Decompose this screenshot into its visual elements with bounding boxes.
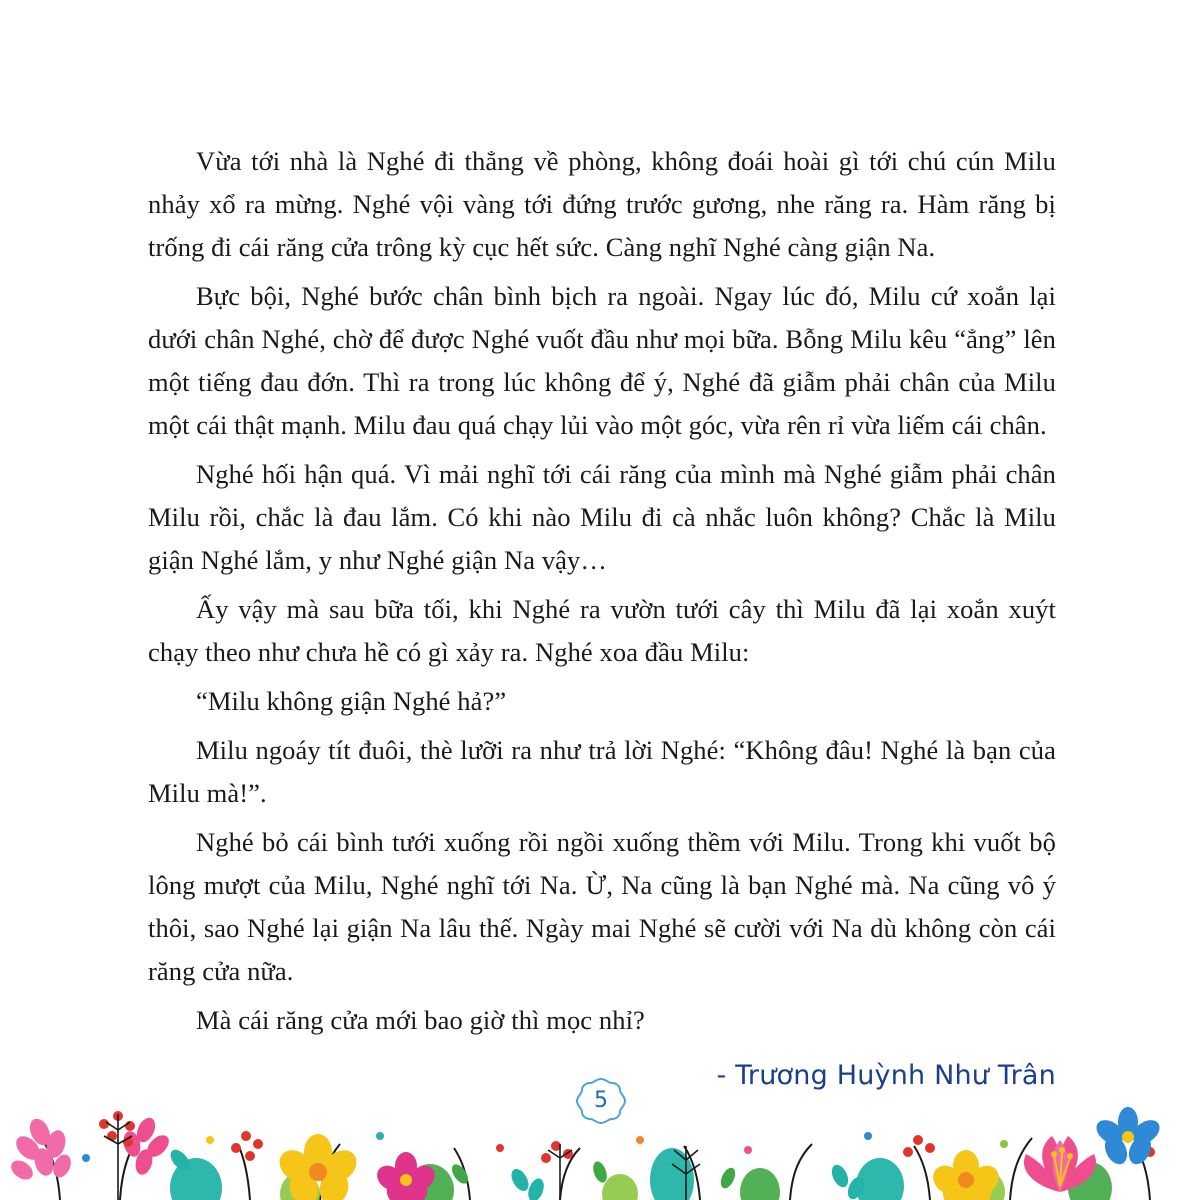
blue-flower (1092, 1107, 1164, 1168)
author-signature: - Trương Huỳnh Như Trân (716, 1060, 1056, 1091)
story-paragraph: Ấy vậy mà sau bữa tối, khi Nghé ra vườn tưới cây thì Milu đã lại xoắn xuýt chạy theo như chưa hề có gì xảy ra. Nghé xoa đầu Milu: (148, 594, 1056, 667)
story-paragraph: Bực bội, Nghé bước chân bình bịch ra ngoài. Ngay lúc đó, Milu cứ xoắn lại dưới chân Nghé, chờ để được Nghé vuốt đầu như mọi bữa. Bỗng Milu kêu “ẳng” lên một tiếng đau đớn. Thì ra trong lúc không để ý, Nghé đã giẫm phải chân của Milu một cái thật mạnh. Milu đau quá chạy lủi vào một góc, vừa rên rỉ vừa liếm cái chân. (148, 281, 1056, 440)
page-number-text: 5 (594, 1087, 608, 1113)
story-paragraph: Nghé bỏ cái bình tưới xuống rồi ngồi xuống thềm với Milu. Trong khi vuốt bộ lông mượt của Milu, Nghé nghĩ tới Na. Ừ, Na cũng là bạn Nghé mà. Na cũng vô ý thôi, sao Nghé lại giận Na lâu thế. Ngày mai Nghé sẽ cười với Na dù không còn cái răng cửa nữa. (148, 827, 1056, 986)
story-paragraph: Nghé hối hận quá. Vì mải nghĩ tới cái răng của mình mà Nghé giẫm phải chân Milu rồi, chắc là đau lắm. Có khi nào Milu đi cà nhắc luôn không? Chắc là Milu giận Nghé lắm, y như Nghé giận Na vậy… (148, 459, 1056, 575)
story-text-column (148, 140, 1056, 1091)
story-paragraph: Vừa tới nhà là Nghé đi thẳng về phòng, không đoái hoài gì tới chú cún Milu nhảy xổ ra mừng. Nghé vội vàng tới đứng trước gương, nhe răng ra. Hàm răng bị trống đi cái răng cửa trông kỳ cục hết sức. Càng nghĩ Nghé càng giận Na. (148, 146, 1056, 262)
story-paragraph-closing: Mà cái răng cửa mới bao giờ thì mọc nhỉ? (196, 1005, 645, 1035)
floral-decoration-band (0, 1040, 1200, 1200)
story-paragraph-dialogue: “Milu không giận Nghé hả?” (196, 686, 507, 716)
story-paragraph: Milu ngoáy tít đuôi, thè lưỡi ra như trả lời Nghé: “Không đâu! Nghé là bạn của Milu mà!”. (148, 735, 1056, 808)
floral-illustration (0, 1040, 1200, 1200)
